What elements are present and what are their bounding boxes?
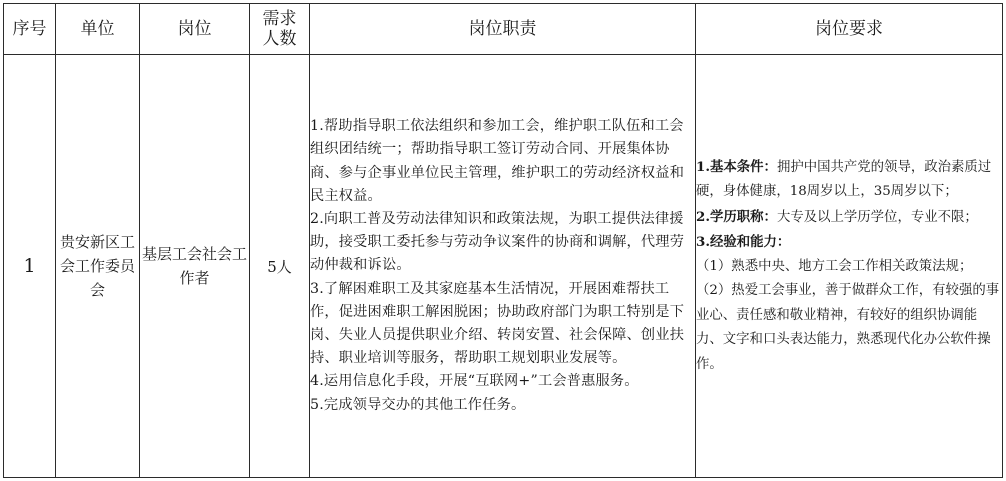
- header-requirements: 岗位要求: [696, 4, 1003, 55]
- header-seq: 序号: [4, 4, 56, 55]
- job-table: [3, 3, 1003, 478]
- req-exp-label: 3.经验和能力：: [696, 234, 791, 251]
- cell-duties: [310, 55, 696, 478]
- table-row: [4, 55, 1003, 478]
- duty-item: 5.完成领导交办的其他工作任务。: [310, 396, 526, 413]
- req-edu-label: 2.学历职称：: [696, 208, 777, 225]
- header-duties: 岗位职责: [310, 4, 696, 55]
- req-education: [696, 205, 1002, 231]
- cell-seq: 1: [4, 55, 56, 478]
- table-header-row: [4, 4, 1003, 55]
- req-exp-item: （2）热爱工会事业，善于做群众工作，有较强的事业心、责任感和敬业精神，有较好的组织协调能力、文字和口头表达能力，熟悉现代化办公软件操作。: [696, 283, 1000, 372]
- req-basic-label: 1.基本条件：: [696, 158, 777, 175]
- cell-requirements: [696, 55, 1003, 478]
- duty-item: 4.运用信息化手段，开展“互联网+”工会普惠服务。: [310, 373, 639, 390]
- req-exp-item: （1）熟悉中央、地方工会工作相关政策法规；: [696, 258, 973, 274]
- req-basic-text: 拥护中国共产党的领导，政治素质过硬，身体健康，18周岁以上，35周岁以下；: [696, 159, 992, 200]
- cell-unit: 贵安新区工会工作委员会: [56, 55, 140, 478]
- duty-item: 2.向职工普及劳动法律知识和政策法规，为职工提供法律援助，接受职工委托参与劳动争议案件的协商和调解，代理劳动仲裁和诉讼。: [310, 210, 685, 274]
- header-unit: 单位: [56, 4, 140, 55]
- header-post: 岗位: [140, 4, 250, 55]
- req-edu-text: 大专及以上学历学位，专业不限；: [776, 209, 978, 225]
- req-basic: [696, 155, 1002, 205]
- header-count-text: 需求人数: [262, 9, 297, 49]
- cell-post: 基层工会社会工作者: [140, 55, 250, 478]
- header-count: [250, 4, 310, 55]
- cell-count: 5人: [250, 55, 310, 478]
- duty-item: 1.帮助指导职工依法组织和参加工会，维护职工队伍和工会组织团结统一；帮助指导职工签订劳动合同、开展集体协商、参与企事业单位民主管理，维护职工的劳动经济权益和民主权益。: [310, 118, 685, 204]
- duty-item: 3.了解困难职工及其家庭基本生活情况，开展困难帮扶工作，促进困难职工解困脱困；协助政府部门为职工特别是下岗、失业人员提供职业介绍、转岗安置、社会保障、创业扶持、职业培训等服务，帮助职工规划职业发展等。: [310, 280, 685, 367]
